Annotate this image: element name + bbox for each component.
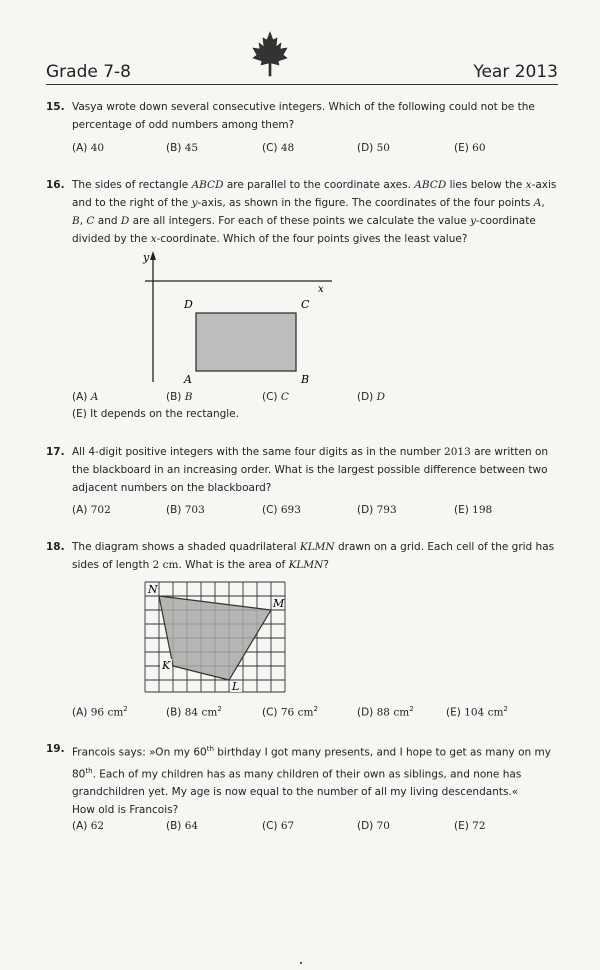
choice-b[interactable]: (B) B [166, 391, 193, 403]
question-19 [46, 740, 558, 819]
grid-figure [144, 581, 290, 695]
choice-d[interactable]: (D) 50 [357, 142, 390, 154]
question-text: The sides of rectangle ABCD are parallel to the coordinate axes. ABCD lies below the x-axis and to the right of the y-axis, as shown in the figure. The coordinates of the four points A, B, C and D are all integers. For each of these points we calculate the value y-coordinate divided by the x-coordinate. Which of the four points gives the least value? [72, 179, 557, 245]
question-number: 17. [46, 446, 65, 458]
footer-mark [300, 962, 302, 964]
question-16 [46, 176, 558, 248]
x-axis-label: x [318, 284, 324, 295]
choice-d[interactable]: (D) 793 [357, 504, 397, 516]
choice-e[interactable]: (E) 104 $cm^2$ [446, 705, 508, 719]
question-number: 16. [46, 179, 65, 191]
choice-a[interactable]: (A) 96 $cm^2$ [72, 705, 128, 719]
choice-a[interactable]: (A) 40 [72, 142, 105, 154]
label-d: D [184, 298, 193, 311]
y-axis-arrow [150, 251, 156, 260]
label-c: C [301, 298, 310, 311]
question-number: 19. [46, 743, 65, 755]
header-year: Year 2013 [473, 62, 558, 82]
question-17 [46, 443, 558, 497]
choice-d[interactable]: (D) 70 [357, 820, 390, 832]
label-n: N [148, 583, 158, 596]
question-text: Francois says: »On my 60th birthday I got many presents, and I hope to get as many on my 80th. Each of my children has as many children of their own as siblings, and none has grandchildren yet. My age is now equal to the number of all my living descendants.« How old is Francois? [72, 745, 551, 816]
choice-c[interactable]: (C) 48 [262, 142, 295, 154]
label-k: K [162, 659, 171, 672]
y-axis-label: y [143, 251, 150, 264]
choice-d[interactable]: (D) 88 $cm^2$ [357, 705, 414, 719]
rectangle-abcd [196, 313, 296, 371]
choice-c[interactable]: (C) 693 [262, 504, 301, 516]
question-15 [46, 98, 558, 134]
page-header [46, 62, 558, 86]
choice-e[interactable]: (E) It depends on the rectangle. [72, 408, 239, 420]
choice-c[interactable]: (C) 67 [262, 820, 295, 832]
choice-e[interactable]: (E) 198 [454, 504, 493, 516]
header-grade: Grade 7-8 [46, 62, 131, 82]
question-number: 15. [46, 101, 65, 113]
quadrilateral-klmn [159, 596, 271, 680]
choice-a[interactable]: (A) A [72, 391, 99, 403]
label-l: L [232, 680, 240, 693]
choice-c[interactable]: (C) C [262, 391, 289, 403]
question-text: The diagram shows a shaded quadrilateral KLMN drawn on a grid. Each cell of the grid has sides of length 2 cm. What is the area of KLMN? [72, 541, 555, 571]
label-a: A [184, 373, 192, 386]
choice-e[interactable]: (E) 60 [454, 142, 486, 154]
choice-a[interactable]: (A) 702 [72, 504, 111, 516]
label-m: M [273, 597, 285, 610]
choice-b[interactable]: (B) 84 $cm^2$ [166, 705, 222, 719]
choice-b[interactable]: (B) 703 [166, 504, 205, 516]
choice-d[interactable]: (D) D [357, 391, 386, 403]
rectangle-figure [140, 248, 340, 388]
header-rule [46, 84, 558, 85]
choice-a[interactable]: (A) 62 [72, 820, 105, 832]
maple-leaf-icon [250, 30, 290, 78]
choice-b[interactable]: (B) 64 [166, 820, 199, 832]
choice-c[interactable]: (C) 76 $cm^2$ [262, 705, 318, 719]
choice-b[interactable]: (B) 45 [166, 142, 199, 154]
label-b: B [301, 373, 310, 386]
question-18 [46, 538, 558, 574]
choice-e[interactable]: (E) 72 [454, 820, 486, 832]
question-text: All 4-digit positive integers with the same four digits as in the number 2013 are written on the blackboard in an increasing order. What is the largest possible difference between two adjacent numbers on the blackboard? [72, 446, 549, 494]
question-text: Vasya wrote down several consecutive integers. Which of the following could not be the percentage of odd numbers among them? [72, 101, 535, 131]
question-number: 18. [46, 541, 65, 553]
